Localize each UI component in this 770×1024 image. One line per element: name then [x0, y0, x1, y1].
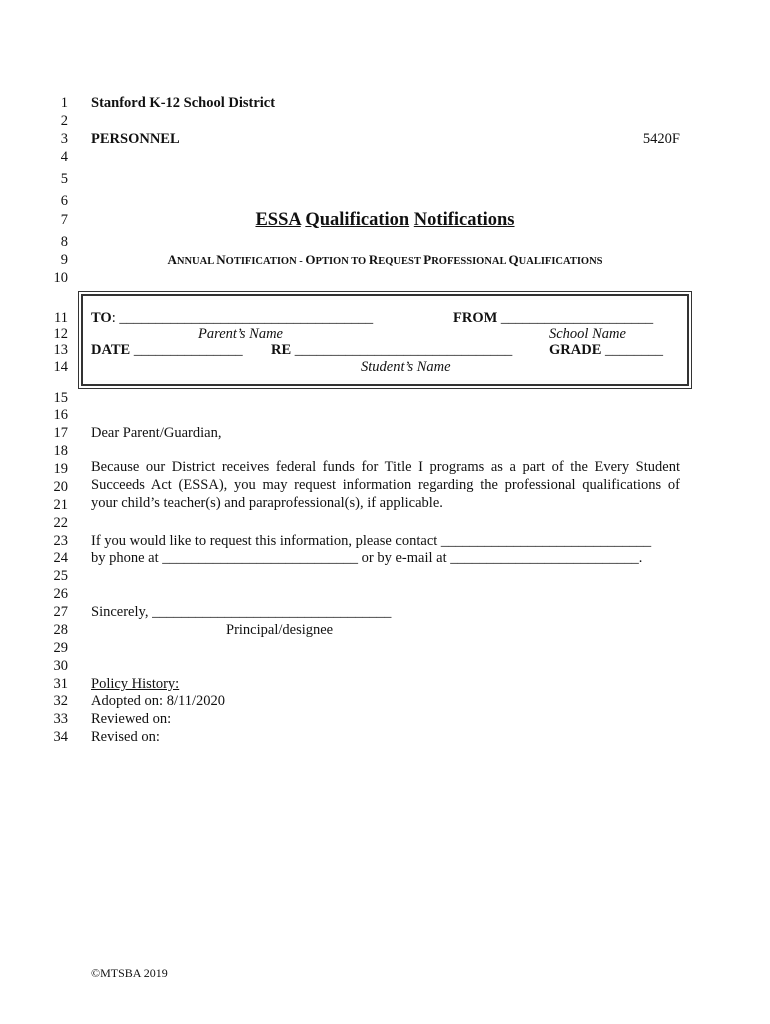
to-label: TO: [91, 310, 112, 326]
policy-history-heading: Policy History:: [91, 676, 180, 692]
from-blank: _____________________: [497, 310, 654, 326]
line-number: 6: [60, 193, 68, 209]
line-number: 5: [60, 171, 68, 187]
paragraph-line: Succeeds Act (ESSA), you may request information regarding the professional qualifications of: [91, 477, 680, 493]
date-field[interactable]: [91, 342, 243, 358]
line-number: 30: [53, 658, 68, 674]
line-number: 11: [54, 310, 68, 326]
line-number: 31: [53, 676, 68, 692]
from-label: FROM: [453, 310, 498, 326]
subtitle-rest: NNUAL: [176, 256, 217, 267]
date-label: DATE: [91, 342, 131, 358]
line-number: 33: [53, 711, 68, 727]
student-name-caption: Student’s Name: [361, 359, 451, 375]
line-number: 34: [53, 729, 68, 745]
subtitle-rest: OTIFICATION -: [225, 256, 306, 267]
section-name: PERSONNEL: [91, 131, 180, 147]
subtitle-cap: P: [423, 252, 432, 267]
closing-signature: Sincerely, _________________________________: [91, 604, 392, 620]
date-blank: _______________: [130, 342, 243, 358]
paragraph-line: Because our District receives federal funds for Title I programs as a part of the Every Student: [91, 459, 680, 475]
line-number: 29: [53, 640, 68, 656]
line-number: 15: [53, 390, 68, 406]
school-name-caption: School Name: [549, 326, 626, 342]
line-number: 25: [53, 568, 68, 584]
line-number: 16: [53, 407, 68, 423]
line-number: 4: [60, 149, 68, 165]
line-number: 9: [60, 252, 68, 268]
subtitle-cap: Q: [508, 252, 519, 267]
line-number: 23: [53, 533, 68, 549]
line-number: 22: [53, 515, 68, 531]
re-blank: ______________________________: [291, 342, 513, 358]
district-name: Stanford K-12 School District: [91, 95, 276, 111]
revised-on: Revised on:: [91, 729, 160, 745]
title-word: Qualification: [305, 210, 410, 230]
line-number: 10: [53, 270, 68, 286]
line-number: 21: [53, 497, 68, 513]
line-number: 7: [60, 212, 68, 228]
to-blank: : ___________________________________: [111, 310, 374, 326]
subtitle-cap: N: [216, 252, 226, 267]
line-number: 18: [53, 443, 68, 459]
from-field[interactable]: [453, 310, 653, 326]
contact-line-2: by phone at ___________________________ or by e-mail at __________________________.: [91, 550, 643, 566]
subtitle-rest: UALIFICATIONS: [518, 256, 603, 267]
subtitle-cap: A: [167, 252, 177, 267]
grade-field[interactable]: [549, 342, 663, 358]
to-field[interactable]: [91, 310, 373, 326]
line-number: 26: [53, 586, 68, 602]
line-number: 19: [53, 461, 68, 477]
line-number: 27: [53, 604, 68, 620]
policy-code: 5420F: [642, 131, 680, 147]
line-number: 24: [53, 550, 68, 566]
line-number: 1: [60, 95, 68, 111]
line-number: 17: [53, 425, 68, 441]
subtitle-rest: EQUEST: [378, 256, 424, 267]
page-title: [0, 210, 770, 230]
page-subtitle: [0, 252, 770, 270]
line-number: 3: [60, 131, 68, 147]
title-word: ESSA: [255, 210, 301, 230]
line-number: 14: [53, 359, 68, 375]
subtitle-rest: ROFESSIONAL: [431, 256, 509, 267]
signer-title: Principal/designee: [226, 622, 334, 638]
line-number: 20: [53, 479, 68, 495]
subtitle-rest: PTION TO: [315, 256, 369, 267]
grade-blank: ________: [601, 342, 663, 358]
greeting: Dear Parent/Guardian,: [91, 425, 222, 441]
reviewed-on: Reviewed on:: [91, 711, 172, 727]
contact-line-1: If you would like to request this information, please contact _____________________________: [91, 533, 652, 549]
re-field[interactable]: [271, 342, 512, 358]
subtitle-cap: O: [305, 252, 316, 267]
line-number: 13: [53, 342, 68, 358]
parent-name-caption: Parent’s Name: [198, 326, 283, 342]
line-number: 28: [53, 622, 68, 638]
title-word: Notifications: [413, 210, 515, 230]
line-number: 32: [53, 693, 68, 709]
paragraph-line: your child’s teacher(s) and paraprofessional(s), if applicable.: [91, 495, 443, 511]
adopted-on: Adopted on: 8/11/2020: [91, 693, 225, 709]
subtitle-cap: R: [368, 252, 379, 267]
line-number: 12: [53, 326, 68, 342]
grade-label: GRADE: [549, 342, 602, 358]
re-label: RE: [271, 342, 292, 358]
line-number: 2: [60, 113, 68, 129]
line-number: 8: [60, 234, 68, 250]
copyright-footer: ©MTSBA 2019: [91, 966, 168, 980]
paragraph-funding: [91, 458, 680, 512]
